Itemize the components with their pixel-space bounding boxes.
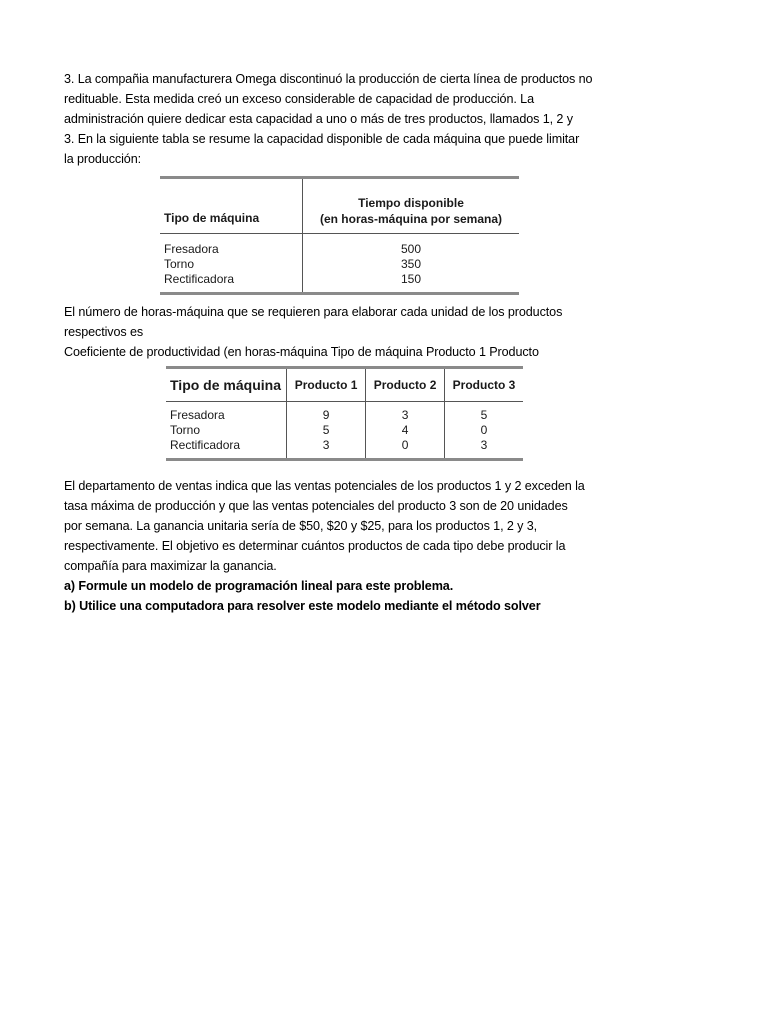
- machine-name-cell: Rectificadora: [160, 272, 303, 294]
- header-line: Tiempo disponible: [358, 196, 464, 210]
- available-time-cell: 500: [400, 242, 422, 256]
- hours-cell: 0: [366, 438, 445, 460]
- question-a: a) Formule un modelo de programación lineal para este problema.: [64, 579, 454, 593]
- column-header-machine-type: Tipo de máquina: [170, 377, 281, 393]
- column-header-product-2: Producto 2: [366, 368, 445, 402]
- hours-cell: 3: [366, 402, 445, 424]
- machine-name-cell: Torno: [170, 423, 201, 437]
- column-header-product-1: Producto 1: [287, 368, 366, 402]
- middle-line: respectivos es: [64, 325, 144, 339]
- table-header-row: [166, 368, 523, 402]
- hours-cell: 4: [366, 423, 445, 438]
- machine-name-cell: Fresadora: [160, 234, 303, 258]
- productivity-coefficient-table: [166, 366, 523, 461]
- intro-line: 3. La compañia manufacturera Omega discontinuó la producción de cierta línea de productos no: [64, 72, 593, 86]
- question-b: b) Utilice una computadora para resolver este modelo mediante el método solver: [64, 599, 541, 613]
- closing-line: respectivamente. El objetivo es determinar cuántos productos de cada tipo debe producir la: [64, 539, 566, 553]
- middle-line: Coeficiente de productividad (en horas-máquina Tipo de máquina Producto 1 Producto: [64, 345, 539, 359]
- hours-cell: 0: [445, 423, 523, 438]
- closing-line: por semana. La ganancia unitaria sería de $50, $20 y $25, para los productos 1, 2 y 3,: [64, 519, 538, 533]
- hours-cell: 3: [445, 438, 523, 460]
- closing-line: El departamento de ventas indica que las ventas potenciales de los productos 1 y 2 exceden la: [64, 479, 585, 493]
- column-header-machine-type: Tipo de máquina: [160, 178, 303, 234]
- middle-line: El número de horas-máquina que se requieren para elaborar cada unidad de los productos: [64, 305, 563, 319]
- machine-name-cell: Fresadora: [170, 408, 225, 422]
- table-row: [166, 423, 523, 438]
- table-row: [160, 234, 519, 258]
- table-row: [160, 257, 519, 272]
- table-row: [166, 438, 523, 460]
- hours-cell: 5: [445, 402, 523, 424]
- closing-paragraph: [64, 476, 624, 616]
- intro-line: administración quiere dedicar esta capacidad a uno o más de tres productos, llamados 1, 2 y: [64, 112, 573, 126]
- intro-line: 3. En la siguiente tabla se resume la capacidad disponible de cada máquina que puede limitar: [64, 132, 580, 146]
- table-row: [160, 272, 519, 294]
- column-header-product-3: Producto 3: [445, 368, 523, 402]
- header-line: (en horas-máquina por semana): [319, 212, 503, 226]
- table-row: [166, 402, 523, 424]
- table-header-row: [160, 178, 519, 234]
- intro-paragraph: [64, 69, 624, 169]
- closing-line: tasa máxima de producción y que las ventas potenciales del producto 3 son de 20 unidades: [64, 499, 568, 513]
- machine-capacity-table: [160, 176, 519, 295]
- middle-paragraph: [64, 302, 624, 362]
- hours-cell: 5: [287, 423, 366, 438]
- hours-cell: 3: [287, 438, 366, 460]
- column-header-available-time: [303, 178, 520, 234]
- intro-line: redituable. Esta medida creó un exceso considerable de capacidad de producción. La: [64, 92, 534, 106]
- machine-name-cell: Rectificadora: [170, 438, 241, 452]
- available-time-cell: 150: [400, 272, 422, 286]
- hours-cell: 9: [287, 402, 366, 424]
- machine-name-cell: Torno: [160, 257, 303, 272]
- closing-line: compañía para maximizar la ganancia.: [64, 559, 277, 573]
- available-time-cell: 350: [400, 257, 422, 271]
- intro-line: la producción:: [64, 152, 142, 166]
